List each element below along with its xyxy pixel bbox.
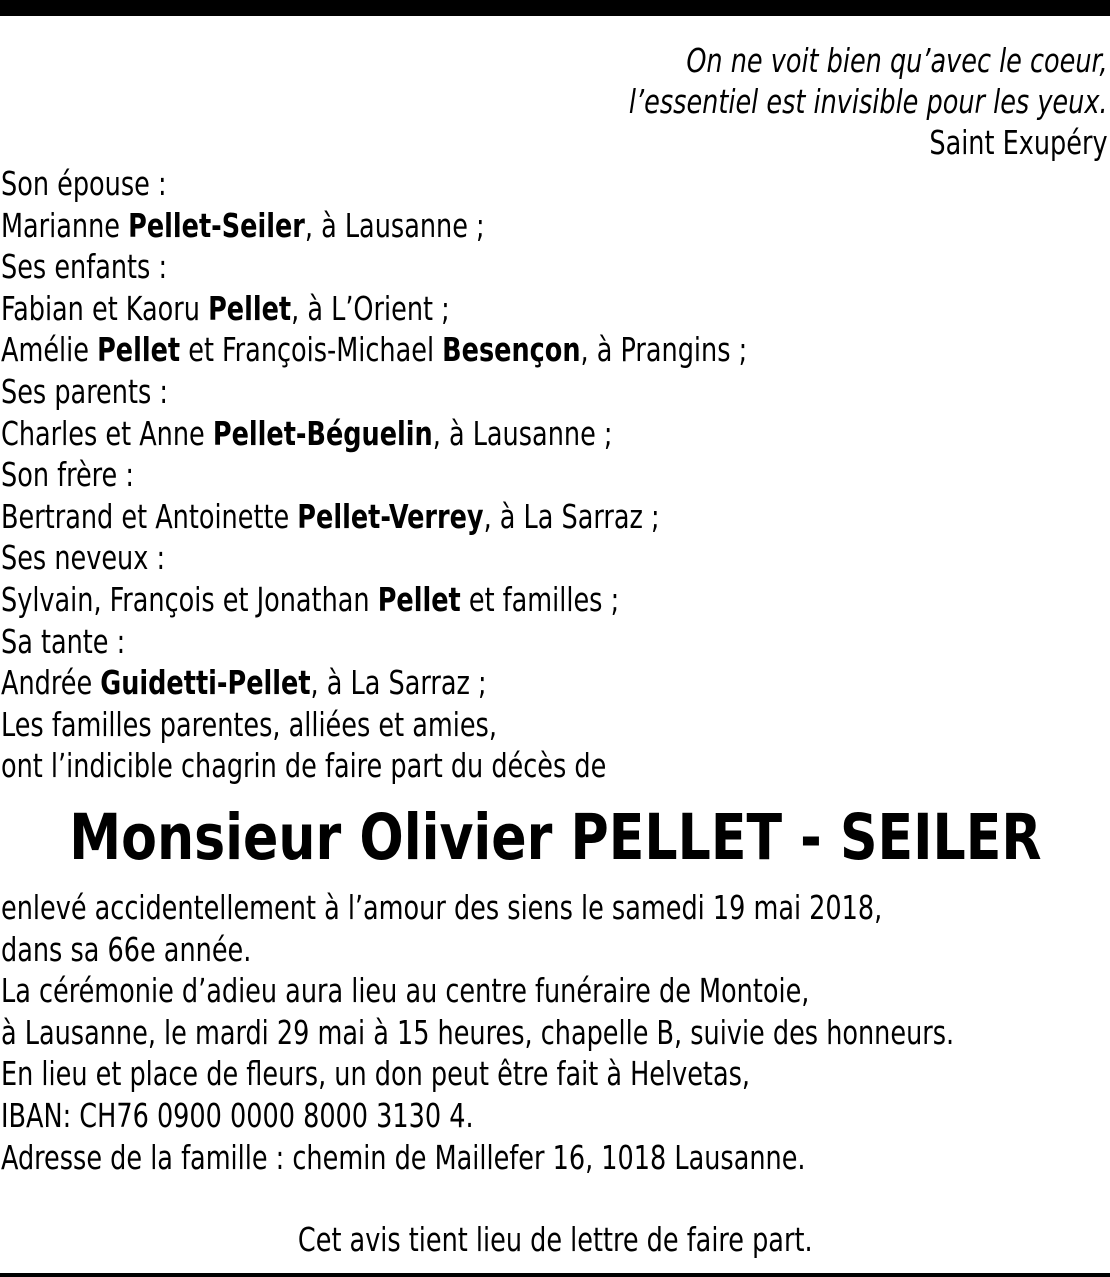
- family-surname: Pellet: [377, 579, 461, 619]
- family-surname: Guidetti-Pellet: [100, 663, 311, 703]
- details-line: En lieu et place de fleurs, un don peut être fait à Helvetas,: [1, 1054, 751, 1094]
- deceased-name: [0, 800, 1110, 876]
- family-surname: Pellet: [97, 330, 181, 370]
- family-text: et François-Michael: [180, 330, 443, 370]
- family-text: Sylvain, François et Jonathan: [1, 579, 378, 619]
- family-line: [1, 454, 747, 496]
- family-text: Sa tante :: [1, 621, 126, 661]
- deceased-name-text: Monsieur Olivier PELLET - SEILER: [68, 801, 1042, 874]
- family-text: Bertrand et Antoinette: [1, 496, 298, 536]
- family-line: [1, 413, 747, 455]
- family-surname: Pellet-Seiler: [128, 205, 305, 245]
- family-line: [1, 745, 747, 787]
- details-line: Adresse de la famille : chemin de Maillefer 16, 1018 Lausanne.: [1, 1137, 806, 1177]
- family-line: [1, 537, 747, 579]
- family-text: Charles et Anne: [1, 413, 213, 453]
- epigraph-quote: [629, 40, 1108, 163]
- family-text: , à Prangins ;: [580, 330, 748, 370]
- family-text: , à Lausanne ;: [432, 413, 613, 453]
- family-text: Ses enfants :: [1, 247, 168, 287]
- bottom-border-rule: [0, 1273, 1110, 1277]
- family-line: [1, 329, 747, 371]
- family-line: [1, 662, 747, 704]
- closing-note: [0, 1219, 1110, 1260]
- family-surname: Pellet: [208, 288, 292, 328]
- family-line: [1, 621, 747, 663]
- family-text: Andrée: [1, 663, 101, 703]
- family-line: [1, 496, 747, 538]
- family-text: Ses neveux :: [1, 538, 166, 578]
- family-list: [1, 163, 747, 787]
- announcement-details: [1, 887, 954, 1178]
- family-text: Son frère :: [1, 455, 134, 495]
- family-text: Marianne: [1, 205, 129, 245]
- family-text: , à Lausanne ;: [304, 205, 485, 245]
- details-line: enlevé accidentellement à l’amour des siens le samedi 19 mai 2018,: [1, 888, 883, 927]
- details-line: La cérémonie d’adieu aura lieu au centre funéraire de Montoie,: [1, 971, 810, 1011]
- family-text: , à La Sarraz ;: [483, 496, 660, 536]
- family-text: ont l’indicible chagrin de faire part du décès de: [1, 746, 607, 786]
- closing-note-text: Cet avis tient lieu de lettre de faire part.: [297, 1220, 813, 1259]
- family-line: [1, 246, 747, 288]
- family-line: [1, 288, 747, 330]
- family-surname: Besençon: [442, 330, 581, 370]
- family-surname: Pellet-Verrey: [297, 496, 484, 536]
- family-text: Son épouse :: [1, 164, 167, 203]
- quote-line: l’essentiel est invisible pour les yeux.: [629, 82, 1108, 121]
- family-line: [1, 579, 747, 621]
- quote-line: On ne voit bien qu’avec le coeur,: [686, 41, 1108, 80]
- family-text: Ses parents :: [1, 371, 168, 411]
- top-border-rule: [0, 0, 1110, 16]
- family-line: [1, 704, 747, 746]
- family-line: [1, 163, 747, 205]
- details-line: dans sa 66e année.: [1, 929, 252, 969]
- details-line: à Lausanne, le mardi 29 mai à 15 heures, chapelle B, suivie des honneurs.: [1, 1012, 955, 1052]
- details-line: IBAN: CH76 0900 0000 8000 3130 4.: [1, 1095, 474, 1135]
- family-surname: Pellet-Béguelin: [212, 413, 433, 453]
- family-text: Fabian et Kaoru: [1, 288, 209, 328]
- family-text: , à La Sarraz ;: [310, 663, 487, 703]
- family-text: et familles ;: [460, 579, 620, 619]
- family-line: [1, 371, 747, 413]
- quote-author: Saint Exupéry: [929, 123, 1108, 162]
- family-text: Les familles parentes, alliées et amies,: [1, 704, 497, 744]
- family-text: Amélie: [1, 330, 98, 370]
- family-line: [1, 205, 747, 247]
- family-text: , à L’Orient ;: [291, 288, 450, 328]
